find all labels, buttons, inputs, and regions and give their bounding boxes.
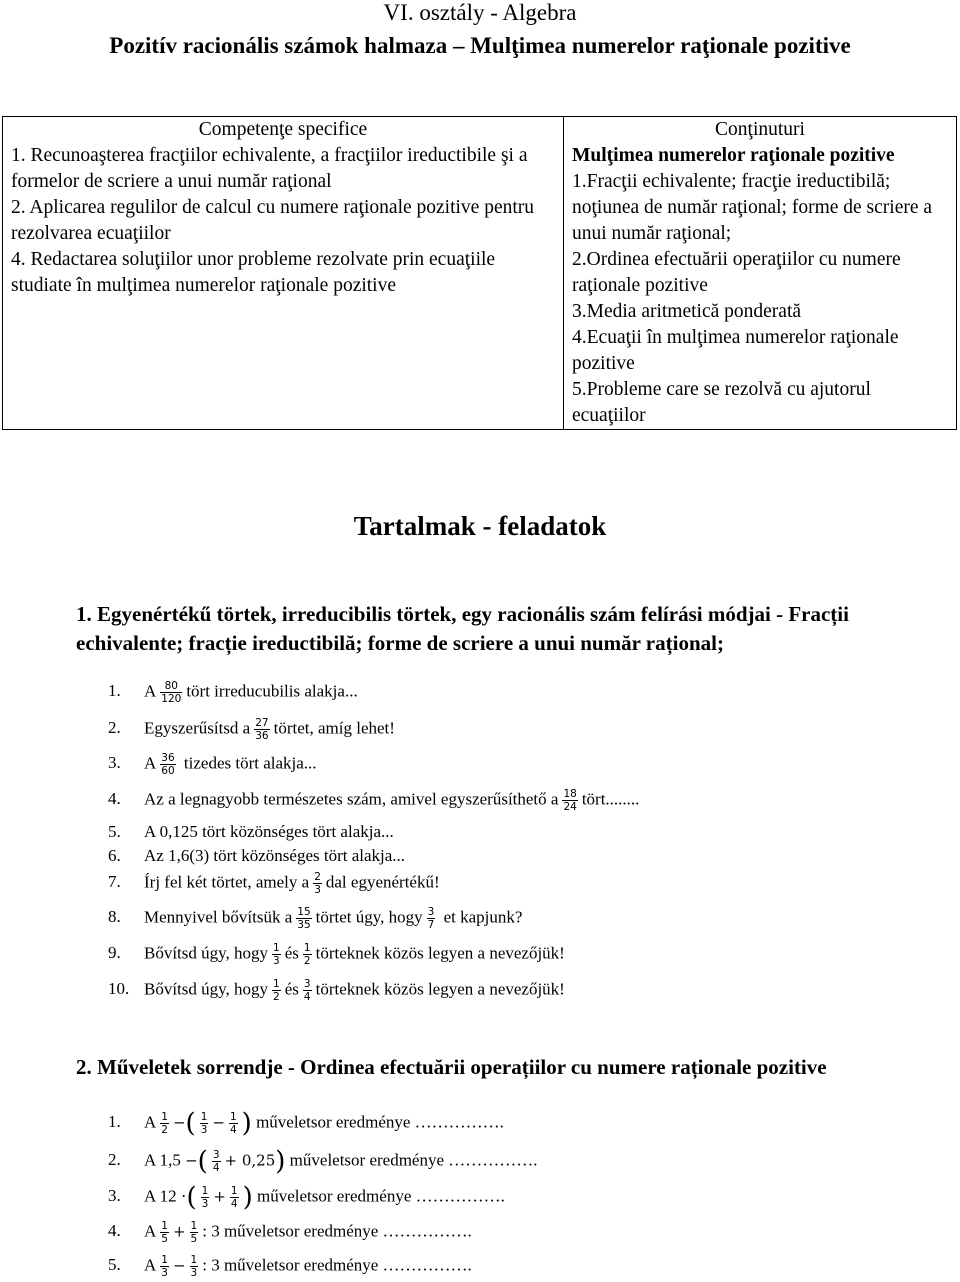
- fraction: $\frac{3}{4}$: [212, 1149, 220, 1174]
- right-paren: ): [242, 1182, 253, 1213]
- fraction: $\frac{1}{3}$: [200, 1111, 208, 1136]
- section1-heading: 1. Egyenértékű törtek, irreducibilis törtek, egy racionális szám felírási módjai - Fracții echivalente; fracție ireductibilă; forme de scriere a unui număr rațional;: [76, 602, 849, 655]
- fraction: $\frac{27}{36}$: [255, 717, 269, 742]
- exercise-text: törteknek közös legyen a nevezőjük!: [315, 943, 565, 963]
- exercise-text: műveletsor eredménye …………….: [289, 1150, 538, 1170]
- exercise-number: 3.: [108, 1186, 121, 1206]
- exercise-text: A: [144, 1112, 157, 1132]
- exercise-text: műveletsor eredménye …………….: [256, 1112, 504, 1132]
- exercise-number: 8.: [108, 907, 121, 927]
- exercise-text: A 12 ·: [144, 1186, 187, 1206]
- exercise-text: Mennyivel bővítsük a: [144, 907, 293, 927]
- fraction: $\frac{1}{5}$: [161, 1220, 168, 1245]
- exercise-number: 10.: [108, 979, 130, 999]
- left-paren: (: [185, 1108, 196, 1139]
- exercise-text: és: [284, 943, 299, 963]
- fraction: $\frac{1}{3}$: [201, 1185, 209, 1210]
- fraction: $\frac{2}{3}$: [314, 871, 321, 896]
- exercise-text: A: [144, 1255, 157, 1275]
- contents-heading: Conţinuturi: [715, 119, 805, 140]
- content-item: 4.Ecuaţii în mulţimea numerelor raţionale pozitive: [572, 327, 899, 374]
- exercise-text: műveletsor eredménye …………….: [257, 1186, 505, 1206]
- fraction: $\frac{15}{35}$: [297, 906, 311, 931]
- content-item: 5.Probleme care se rezolvă cu ajutorul ecuaţiilor: [572, 379, 871, 426]
- fraction: $\frac{1}{3}$: [161, 1254, 168, 1279]
- exercise-number: 5.: [108, 1255, 121, 1275]
- fraction: $\frac{3}{7}$: [427, 906, 435, 931]
- exercise-text: A: [144, 753, 157, 773]
- exercise-number: 2.: [108, 1150, 121, 1170]
- exercise-text: tizedes tört alakja...: [179, 753, 317, 773]
- exercise-text: Bővítsd úgy, hogy: [144, 943, 269, 963]
- operator: +: [172, 1222, 186, 1241]
- fraction: $\frac{80}{120}$: [161, 680, 182, 705]
- content-item: 2.Ordinea efectuării operaţiilor cu numere raţionale pozitive: [572, 249, 901, 296]
- exercise-1-6: [108, 846, 405, 866]
- competences-cell: [3, 117, 564, 430]
- right-paren: ): [275, 1146, 286, 1177]
- operator: −: [172, 1113, 186, 1132]
- exercise-text: tört irreducubilis alakja...: [186, 681, 358, 701]
- exercise-1-4: [108, 788, 639, 813]
- exercise-number: 4.: [108, 1221, 121, 1241]
- exercise-text: Az 1,6(3) tört közönséges tört alakja...: [144, 846, 406, 865]
- exercise-text: Egyszerűsítsd a: [144, 718, 251, 738]
- exercise-text: A 0,125 tört közönséges tört alakja...: [144, 822, 394, 841]
- contents-title: Mulţimea numerelor raţionale pozitive: [572, 145, 895, 166]
- exercise-number: 1.: [108, 1112, 121, 1132]
- exercise-number: 6.: [108, 846, 121, 865]
- exercise-text: törteknek közös legyen a nevezőjük!: [315, 979, 565, 999]
- exercise-number: 4.: [108, 789, 121, 809]
- exercise-text: et kapjunk?: [439, 907, 523, 927]
- exercise-number: 5.: [108, 822, 121, 841]
- left-paren: (: [197, 1146, 208, 1177]
- content-item: 3.Media aritmetică ponderată: [572, 301, 802, 322]
- exercise-text: törtet úgy, hogy: [315, 907, 423, 927]
- fraction: $\frac{18}{24}$: [563, 788, 577, 813]
- competences-heading: Competenţe specifice: [198, 119, 368, 140]
- exercise-1-3: [108, 752, 317, 777]
- exercise-2-4: [108, 1220, 472, 1245]
- exercise-2-1: [108, 1108, 504, 1139]
- fraction: $\frac{3}{4}$: [303, 978, 311, 1003]
- fraction: $\frac{1}{3}$: [190, 1254, 198, 1279]
- exercise-number: 7.: [108, 872, 121, 892]
- competence-table: [2, 116, 957, 430]
- competence-item: 2. Aplicarea regulilor de calcul cu numere raţionale pozitive pentru rezolvarea ecuaţiilor: [11, 197, 535, 244]
- exercise-text: tört........: [581, 789, 640, 809]
- exercise-number: 1.: [108, 681, 121, 701]
- fraction: $\frac{1}{3}$: [273, 942, 280, 967]
- fraction: $\frac{1}{2}$: [273, 978, 280, 1003]
- section-title: Tartalmak - feladatok: [353, 511, 607, 541]
- operator: −: [185, 1151, 198, 1170]
- operator: −: [172, 1256, 186, 1275]
- operator: −: [212, 1113, 225, 1132]
- exercise-text: A: [144, 1221, 157, 1241]
- exercise-1-10: [108, 978, 565, 1003]
- content-item: 1.Fracţii echivalente; fracţie ireductibilă; noţiunea de număr raţional; forme de scriere a unui număr raţional;: [572, 171, 933, 244]
- exercise-2-5: [108, 1254, 472, 1279]
- operator: + 0,25: [224, 1151, 276, 1170]
- exercise-2-3: [108, 1182, 505, 1213]
- exercise-text: : 3 műveletsor eredménye …………….: [202, 1221, 472, 1241]
- exercise-text: Az a legnagyobb természetes szám, amivel egyszerűsíthető a: [144, 789, 559, 809]
- exercise-1-7: [108, 871, 440, 896]
- exercise-text: A: [144, 681, 157, 701]
- fraction: $\frac{1}{2}$: [161, 1111, 168, 1136]
- exercise-1-8: [108, 906, 522, 931]
- page-subtitle: Pozitív racionális számok halmaza – Mulţimea numerelor raţionale pozitive: [109, 33, 851, 58]
- exercise-1-5: [108, 822, 394, 842]
- fraction: $\frac{36}{60}$: [161, 752, 175, 777]
- exercise-number: 3.: [108, 753, 121, 773]
- operator: +: [213, 1187, 226, 1206]
- exercise-number: 2.: [108, 718, 121, 738]
- exercise-text: A 1,5: [144, 1150, 181, 1170]
- competence-item: 1. Recunoaşterea fracţiilor echivalente, a fracţiilor ireductibile şi a formelor de scriere a unui număr raţional: [11, 145, 528, 192]
- exercise-text: Írj fel két törtet, amely a: [144, 872, 310, 892]
- competence-item: 4. Redactarea soluţiilor unor probleme rezolvate prin ecuaţiile studiate în mulţimea numerelor raţionale pozitive: [11, 249, 496, 296]
- fraction: $\frac{1}{4}$: [230, 1185, 238, 1210]
- contents-cell: [564, 117, 957, 430]
- exercise-text: törtet, amíg lehet!: [273, 718, 395, 738]
- exercise-1-1: [108, 680, 358, 705]
- exercise-1-2: [108, 717, 395, 742]
- exercise-text: dal egyenértékű!: [325, 872, 440, 892]
- page-title: VI. osztály - Algebra: [383, 0, 577, 25]
- right-paren: ): [241, 1108, 252, 1139]
- fraction: $\frac{1}{4}$: [229, 1111, 237, 1136]
- exercise-text: : 3 műveletsor eredménye …………….: [202, 1255, 472, 1275]
- exercise-2-2: [108, 1146, 538, 1177]
- exercise-number: 9.: [108, 943, 121, 963]
- exercise-1-9: [108, 942, 565, 967]
- left-paren: (: [186, 1182, 197, 1213]
- exercise-text: és: [284, 979, 299, 999]
- section2-heading: 2. Műveletek sorrendje - Ordinea efectuării operațiilor cu numere raționale pozitive: [76, 1055, 827, 1079]
- exercise-text: Bővítsd úgy, hogy: [144, 979, 269, 999]
- fraction: $\frac{1}{5}$: [190, 1220, 198, 1245]
- fraction: $\frac{1}{2}$: [303, 942, 311, 967]
